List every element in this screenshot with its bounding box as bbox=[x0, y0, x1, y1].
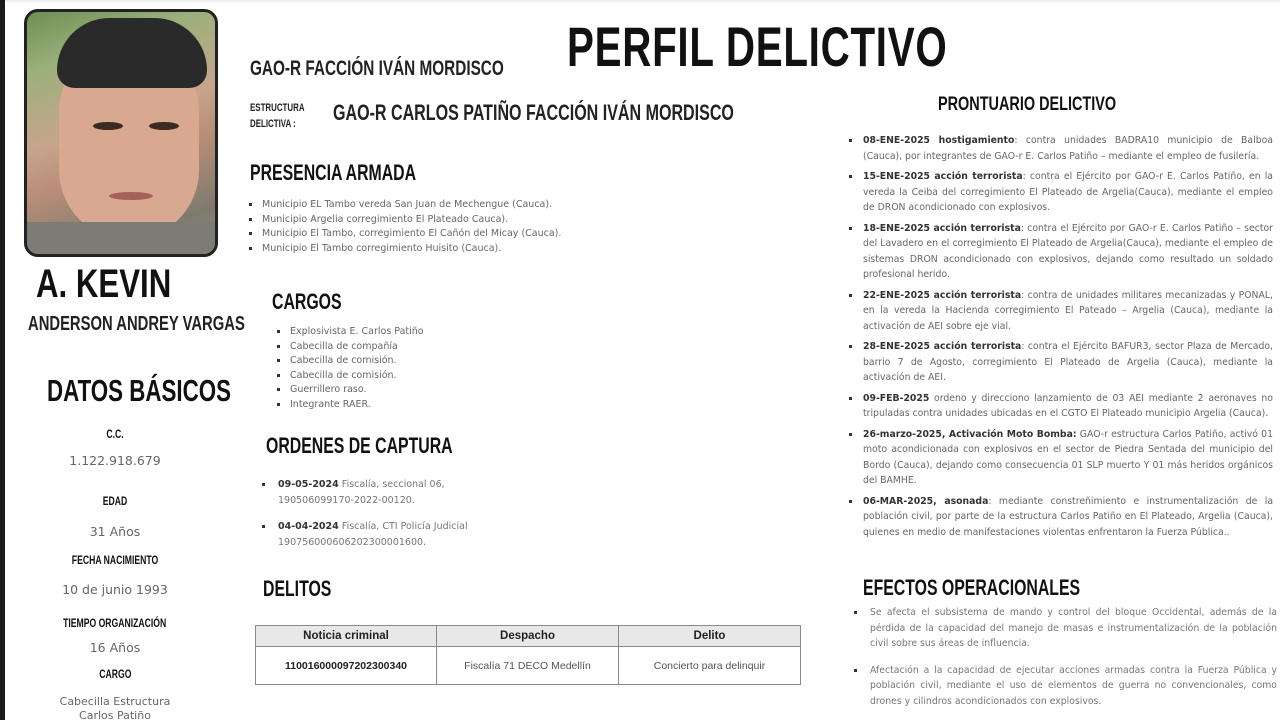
top-border-line bbox=[5, 0, 1280, 2]
estructura-value: GAO-R CARLOS PATIÑO FACCIÓN IVÁN MORDISCO bbox=[333, 100, 734, 125]
event-head: 18-ENE-2025 acción terrorista bbox=[863, 222, 1021, 234]
event-head: 22-ENE-2025 acción terrorista bbox=[863, 289, 1022, 301]
presencia-armada-list bbox=[248, 198, 561, 256]
fecha-nacimiento-value: 10 de junio 1993 bbox=[62, 582, 168, 597]
list-item bbox=[848, 427, 1273, 489]
list-item bbox=[848, 288, 1273, 335]
edad-label: EDAD bbox=[102, 494, 128, 508]
event-text: : contra el Ejército por GAO-r E. Carlos Patiño, en la vereda la Ceiba del corregimiento El Plateado de Argelia(Cauca), mediante el empleo de DRON acondicionado con explosivos. bbox=[863, 171, 1273, 213]
list-item: Se afecta el subsistema de mando y control del bloque Occidental, además de la pérdida de la capacidad del manejo de masas e instrumentalización de la población civil sobre sus áreas de influencia. bbox=[851, 605, 1277, 652]
list-item: Municipio EL Tambo vereda San Juan de Mechengue (Cauca). bbox=[248, 198, 561, 213]
tiempo-organizacion-label: TIEMPO ORGANIZACIÓN bbox=[63, 616, 167, 630]
photo-hair bbox=[57, 18, 207, 88]
column-header: Despacho bbox=[437, 626, 619, 647]
list-item: Cabecilla de compañía bbox=[276, 340, 424, 355]
list-item bbox=[848, 391, 1273, 422]
event-head: 15-ENE-2025 acción terrorista bbox=[863, 171, 1023, 182]
portrait-photo bbox=[24, 9, 218, 257]
prontuario-list bbox=[848, 133, 1273, 545]
list-item: Municipio El Tambo corregimiento Huisito (Cauca). bbox=[248, 242, 561, 257]
list-item: Municipio El Tambo, corregimiento El Cañón del Micay (Cauca). bbox=[248, 227, 561, 242]
order-date: 04-04-2024 bbox=[278, 521, 339, 532]
page-title: PERFIL DELICTIVO bbox=[567, 15, 948, 78]
table-cell: Fiscalía 71 DECO Medellín bbox=[437, 647, 619, 685]
cargos-title: CARGOS bbox=[272, 289, 342, 314]
datos-basicos-title: DATOS BÁSICOS bbox=[47, 373, 231, 408]
photo-eye-right bbox=[149, 122, 179, 130]
tiempo-organizacion-value: 16 Años bbox=[89, 640, 141, 655]
cargo-value-line1: Cabecilla Estructura bbox=[59, 695, 171, 708]
prontuario-title: PRONTUARIO DELICTIVO bbox=[938, 94, 1117, 115]
delitos-title: DELITOS bbox=[263, 576, 332, 601]
list-item: Guerrillero raso. bbox=[276, 383, 424, 398]
cc-label: C.C. bbox=[106, 427, 124, 441]
edad-value: 31 Años bbox=[89, 524, 141, 539]
list-item bbox=[848, 339, 1273, 386]
cargo-label: CARGO bbox=[98, 667, 132, 681]
ordenes-captura-title: ORDENES DE CAPTURA bbox=[266, 433, 453, 458]
event-head: 09-FEB-2025 bbox=[863, 392, 930, 404]
estructura-label bbox=[250, 100, 305, 132]
order-text: Fiscalía, seccional 06, 190506099170-2022-00120. bbox=[278, 479, 445, 506]
estructura-label-line1: ESTRUCTURA bbox=[250, 102, 305, 114]
table-cell: 110016000097202300340 bbox=[256, 647, 437, 685]
photo-eye-left bbox=[93, 122, 123, 130]
efectos-operacionales-list bbox=[851, 605, 1277, 720]
event-head: 28-ENE-2025 acción terrorista bbox=[863, 341, 1022, 352]
full-name: ANDERSON ANDREY VARGAS bbox=[28, 313, 245, 335]
table-row bbox=[256, 647, 801, 685]
list-item bbox=[848, 133, 1273, 164]
column-header: Delito bbox=[619, 626, 801, 647]
list-item bbox=[262, 519, 502, 551]
list-item: Integrante RAER. bbox=[276, 398, 424, 413]
list-item: Cabecilla de comisión. bbox=[276, 369, 424, 384]
presencia-armada-title: PRESENCIA ARMADA bbox=[250, 160, 417, 185]
event-text: : contra unidades BADRA10 municipio de Balboa (Cauca), por integrantes de GAO-r E. Carlos Patiño – mediante el empleo de fusilería. bbox=[863, 135, 1273, 162]
photo-mouth bbox=[109, 192, 153, 200]
cargo-value-line2: Carlos Patiño bbox=[79, 709, 151, 720]
event-text: GAO-r estructura Carlos Patiño, activó 01 moto acondicionada con explosivos en el sector de Piedra Sentada del municipio del Bordo (Cauca), dejando como consecuencia 01 SLP muerto Y 01 más heridos orgánicos del BAMHE. bbox=[863, 428, 1273, 486]
photo-shirt bbox=[27, 222, 215, 254]
order-text: Fiscalía, CTI Policía Judicial 190756000606202300001600. bbox=[278, 521, 468, 548]
event-text: : mediante constreñimiento e instrumentalización de la población civil, por parte de la estructura Carlos Patiño en El Plateado, Argelia (Cauca), quienes en medio de manifestaciones violentas enfrentaron la Fuerza Pública.. bbox=[863, 495, 1274, 538]
event-text: : contra el Ejército por GAO-r E. Carlos Patiño – sector del Lavadero en el corregimiento El Plateado de Argelia(Cauca), mediante el empleo de sistemas DRON acondicionado con explosivos, dejando como resultado un soldado profesional herido. bbox=[863, 222, 1273, 280]
fecha-nacimiento-label: FECHA NACIMIENTO bbox=[71, 553, 159, 567]
efectos-operacionales-title: EFECTOS OPERACIONALES bbox=[863, 575, 1081, 600]
ordenes-captura-list bbox=[262, 477, 502, 561]
event-text: : contra el Ejército BAFUR3, sector Plaza de Mercado, barrio 7 de Agosto, corregimiento El Plateado de Argelia (Cauca), mediante la activación de AEI. bbox=[863, 341, 1273, 383]
list-item bbox=[848, 169, 1273, 216]
faccion-heading: GAO-R FACCIÓN IVÁN MORDISCO bbox=[250, 57, 504, 80]
delitos-table bbox=[255, 625, 801, 685]
event-head: 08-ENE-2025 hostigamiento bbox=[863, 135, 1015, 146]
list-item: Municipio Argelia corregimiento El Plateado Cauca). bbox=[248, 213, 561, 228]
event-text: : contra de unidades militares mecanizadas y PONAL, en la vereda la Hacienda corregimiento El Pateado – Argelia (Cauca), mediante la activación de AEI sobre eje vial. bbox=[863, 289, 1273, 332]
alias-name: A. KEVIN bbox=[36, 262, 172, 306]
left-border-strip bbox=[0, 0, 5, 720]
table-cell: Concierto para delinquir bbox=[619, 647, 801, 685]
column-header: Noticia criminal bbox=[256, 626, 437, 647]
cc-value: 1.122.918.679 bbox=[69, 453, 161, 468]
list-item bbox=[848, 221, 1273, 283]
order-date: 09-05-2024 bbox=[278, 479, 339, 490]
estructura-label-line2: DELICTIVA : bbox=[250, 118, 296, 130]
event-text: ordeno y direcciono lanzamiento de 03 AEI mediante 2 aeronaves no tripuladas contra unidades ubicadas en el CGTO El Plateado municipio Argelia (Cauca). bbox=[863, 392, 1273, 419]
list-item bbox=[262, 477, 502, 509]
table-header-row bbox=[256, 626, 801, 647]
cargos-list bbox=[276, 325, 424, 412]
event-head: 06-MAR-2025, asonada bbox=[863, 495, 989, 507]
event-head: 26-marzo-2025, Activación Moto Bomba: bbox=[863, 428, 1077, 440]
list-item: Cabecilla de comisión. bbox=[276, 354, 424, 369]
list-item: Explosivista E. Carlos Patiño bbox=[276, 325, 424, 340]
list-item bbox=[848, 494, 1273, 541]
list-item: Afectación a la capacidad de ejecutar acciones armadas contra la Fuerza Pública y población civil, mediante el uso de elementos de guerra no convencionales, como drones y cilindros acondicionados con explosivos. bbox=[851, 663, 1277, 710]
